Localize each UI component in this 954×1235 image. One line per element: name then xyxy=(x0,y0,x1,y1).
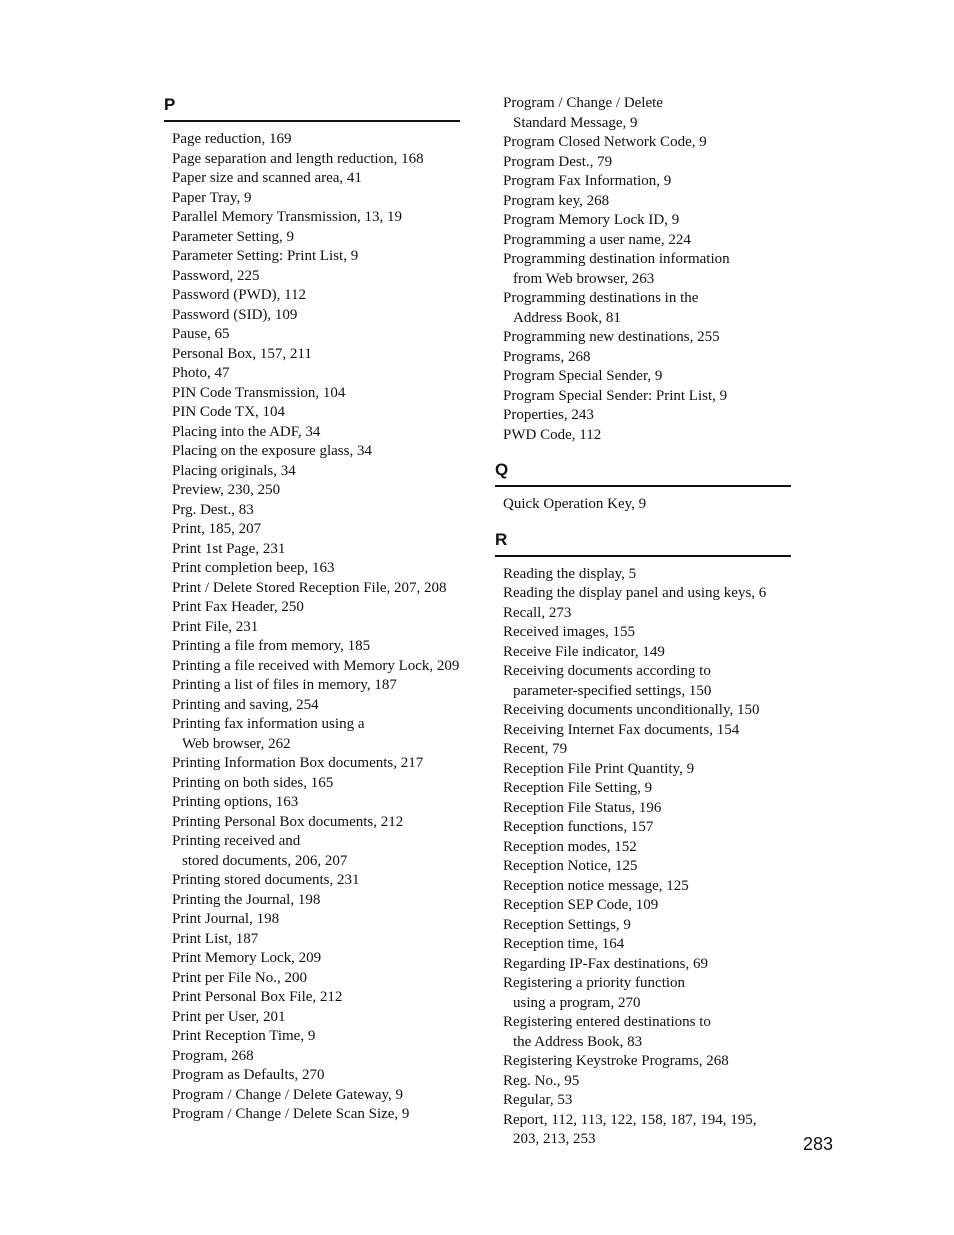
index-entry-term: Print Memory Lock, 209 xyxy=(172,950,322,966)
index-entry-term: Program Dest., 79 xyxy=(503,153,613,170)
index-entry-term: Reg. No., 95 xyxy=(503,1072,580,1089)
index-entry xyxy=(172,1086,460,1106)
index-entry xyxy=(503,857,791,877)
index-entry-term: Recent, 79 xyxy=(503,741,568,757)
index-entry xyxy=(503,211,791,231)
index-column-left xyxy=(164,94,460,1125)
index-entry-term: Receiving documents according to xyxy=(503,663,711,679)
index-entry xyxy=(503,426,791,446)
index-entry-term: Print Personal Box File, 212 xyxy=(172,989,343,1005)
index-entry-term: Page separation and length reduction, 168 xyxy=(172,150,424,167)
index-entry-term: Program / Change / Delete xyxy=(503,95,663,111)
index-entry xyxy=(172,481,460,501)
index-entry xyxy=(503,1052,791,1072)
index-entry xyxy=(172,267,460,287)
index-entry xyxy=(172,130,460,150)
index-entry-term: Reception File Setting, 9 xyxy=(503,780,653,796)
index-entry-term: Reception File Print Quantity, 9 xyxy=(503,760,695,777)
index-entry xyxy=(172,930,460,950)
index-entry xyxy=(503,818,791,838)
index-entry-term: Programs, 268 xyxy=(503,348,591,365)
index-entry xyxy=(172,891,460,911)
index-entry-term: Password (PWD), 112 xyxy=(172,287,307,303)
index-entry-term: Printing the Journal, 198 xyxy=(172,891,321,908)
index-entry-term: Printing and saving, 254 xyxy=(172,696,319,713)
index-entry-term: Receiving Internet Fax documents, 154 xyxy=(503,721,740,738)
index-entry-term: PIN Code Transmission, 104 xyxy=(172,384,346,401)
index-entry xyxy=(503,740,791,760)
index-entry-continuation: stored documents, 206, 207 xyxy=(182,852,348,869)
index-entry-term: Receiving documents unconditionally, 150 xyxy=(503,702,760,718)
index-entry xyxy=(503,623,791,643)
index-entry xyxy=(503,1091,791,1111)
index-entry xyxy=(503,721,791,741)
index-entry xyxy=(172,345,460,365)
index-entry-term: Report, 112, 113, 122, 158, 187, 194, 195, xyxy=(503,1111,757,1128)
index-entry xyxy=(172,988,460,1008)
index-entry-term: Printing received and xyxy=(172,833,301,849)
index-entry xyxy=(172,501,460,521)
index-entry-term: PWD Code, 112 xyxy=(503,426,602,443)
index-entry xyxy=(503,799,791,819)
index-entry xyxy=(172,949,460,969)
index-list-r xyxy=(495,565,791,1150)
index-entry xyxy=(172,150,460,170)
index-entry xyxy=(172,1027,460,1047)
index-entry xyxy=(503,877,791,897)
index-entry-term: Registering entered destinations to xyxy=(503,1014,711,1030)
index-entry xyxy=(172,540,460,560)
index-entry xyxy=(172,579,460,599)
index-entry xyxy=(172,676,460,696)
index-entry-term: Placing originals, 34 xyxy=(172,462,296,479)
index-entry-term: Programming destination information xyxy=(503,251,730,267)
index-entry xyxy=(503,153,791,173)
index-entry-term: Program as Defaults, 270 xyxy=(172,1067,325,1083)
index-entry-term: Program Special Sender, 9 xyxy=(503,368,663,384)
index-entry-term: Program key, 268 xyxy=(503,192,610,209)
index-entry xyxy=(172,657,460,677)
index-entry-term: Password (SID), 109 xyxy=(172,306,298,323)
page-number: 283 xyxy=(803,1134,834,1154)
index-entry xyxy=(172,247,460,267)
index-entry-term: Printing fax information using a xyxy=(172,716,365,732)
index-entry-term: Print Fax Header, 250 xyxy=(172,599,304,615)
index-entry xyxy=(503,172,791,192)
index-entry-term: Reception functions, 157 xyxy=(503,819,654,835)
index-entry xyxy=(172,598,460,618)
index-entry-term: Printing on both sides, 165 xyxy=(172,774,334,791)
index-entry xyxy=(172,403,460,423)
index-entry xyxy=(503,565,791,585)
index-entry xyxy=(172,442,460,462)
index-entry-continuation: using a program, 270 xyxy=(513,994,641,1011)
index-entry-term: Program, 268 xyxy=(172,1047,254,1064)
index-entry xyxy=(503,838,791,858)
index-entry xyxy=(503,250,791,289)
index-entry-term: Parameter Setting, 9 xyxy=(172,228,295,245)
index-list-p-left xyxy=(164,130,460,1125)
index-entry-term: Print / Delete Stored Reception File, 207, 208 xyxy=(172,579,447,596)
index-entry-term: Personal Box, 157, 211 xyxy=(172,345,312,362)
index-entry-term: Printing a file received with Memory Lock, 209 xyxy=(172,657,460,674)
index-entry xyxy=(503,1111,791,1150)
index-entry-term: Printing a file from memory, 185 xyxy=(172,638,371,654)
index-entry-term: Print Journal, 198 xyxy=(172,911,280,927)
index-entry-term: Program / Change / Delete Scan Size, 9 xyxy=(172,1106,410,1122)
index-entry xyxy=(172,559,460,579)
index-entry-term: Reading the display panel and using keys, 6 xyxy=(503,585,767,601)
index-entry-continuation: from Web browser, 263 xyxy=(513,270,655,287)
index-entry-term: Program Memory Lock ID, 9 xyxy=(503,212,680,228)
index-entry-term: Print Reception Time, 9 xyxy=(172,1028,316,1044)
index-entry-term: Properties, 243 xyxy=(503,407,594,423)
index-entry xyxy=(503,387,791,407)
index-entry-continuation: Standard Message, 9 xyxy=(513,114,638,131)
index-list-p-right xyxy=(495,94,791,445)
section-letter-p: P xyxy=(164,95,176,114)
index-entry xyxy=(503,955,791,975)
index-entry-term: Paper size and scanned area, 41 xyxy=(172,170,362,186)
index-entry xyxy=(172,715,460,754)
index-entry xyxy=(172,384,460,404)
index-entry-term: Reception Notice, 125 xyxy=(503,858,638,874)
index-entry xyxy=(172,364,460,384)
index-entry xyxy=(503,935,791,955)
index-entry xyxy=(172,1047,460,1067)
index-entry xyxy=(172,832,460,871)
index-entry-term: Printing options, 163 xyxy=(172,794,299,810)
index-entry xyxy=(503,974,791,1013)
index-entry xyxy=(503,231,791,251)
index-entry xyxy=(172,696,460,716)
section-rule-q xyxy=(495,485,791,487)
section-letter-r: R xyxy=(495,529,508,549)
index-entry xyxy=(172,423,460,443)
index-entry-term: Quick Operation Key, 9 xyxy=(503,496,647,512)
index-entry xyxy=(503,94,791,133)
index-entry-term: Print, 185, 207 xyxy=(172,521,262,537)
index-entry xyxy=(172,462,460,482)
index-entry xyxy=(172,910,460,930)
section-rule-r xyxy=(495,555,791,557)
index-entry xyxy=(503,1072,791,1092)
index-entry xyxy=(172,1105,460,1125)
index-entry-term: Reception SEP Code, 109 xyxy=(503,897,659,913)
index-entry xyxy=(172,1066,460,1086)
index-entry xyxy=(503,779,791,799)
index-entry xyxy=(172,228,460,248)
index-entry xyxy=(172,774,460,794)
index-entry xyxy=(503,133,791,153)
index-entry xyxy=(172,637,460,657)
index-entry-term: Reading the display, 5 xyxy=(503,565,637,582)
index-entry-term: Reception time, 164 xyxy=(503,936,625,952)
index-entry-term: Program / Change / Delete Gateway, 9 xyxy=(172,1086,404,1103)
index-entry xyxy=(503,348,791,368)
section-rule-p xyxy=(164,120,460,122)
index-entry xyxy=(503,584,791,604)
index-entry-term: Reception Settings, 9 xyxy=(503,916,631,933)
index-entry xyxy=(503,643,791,663)
index-entry xyxy=(503,367,791,387)
index-entry xyxy=(503,916,791,936)
index-entry-term: Page reduction, 169 xyxy=(172,131,292,147)
index-entry-term: Reception File Status, 196 xyxy=(503,799,662,816)
index-entry-term: Printing Information Box documents, 217 xyxy=(172,755,424,771)
index-entry-continuation: Web browser, 262 xyxy=(182,735,291,752)
index-entry-term: Programming new destinations, 255 xyxy=(503,329,720,345)
index-entry xyxy=(503,662,791,701)
index-entry-term: Prg. Dest., 83 xyxy=(172,501,254,518)
index-entry xyxy=(172,189,460,209)
index-entry-term: Print List, 187 xyxy=(172,930,259,947)
index-entry-term: Print 1st Page, 231 xyxy=(172,540,286,557)
index-entry-continuation: Address Book, 81 xyxy=(513,309,621,326)
index-entry-term: Programming destinations in the xyxy=(503,290,699,306)
index-entry-term: Print per File No., 200 xyxy=(172,969,307,986)
index-column-right xyxy=(495,94,791,1150)
index-entry-term: Parallel Memory Transmission, 13, 19 xyxy=(172,209,403,225)
index-entry xyxy=(172,520,460,540)
index-entry-term: Print completion beep, 163 xyxy=(172,560,335,576)
index-entry-term: Print File, 231 xyxy=(172,618,259,635)
index-entry-term: Reception modes, 152 xyxy=(503,838,637,855)
index-entry xyxy=(503,760,791,780)
index-entry xyxy=(503,701,791,721)
index-entry xyxy=(503,495,791,515)
index-entry xyxy=(172,208,460,228)
index-entry-term: Photo, 47 xyxy=(172,365,230,381)
section-letter-q: Q xyxy=(495,460,509,479)
index-entry-term: Receive File indicator, 149 xyxy=(503,643,665,660)
index-entry xyxy=(172,169,460,189)
index-entry xyxy=(172,1008,460,1028)
index-entry xyxy=(172,618,460,638)
index-entry-term: Printing stored documents, 231 xyxy=(172,872,360,888)
index-entry xyxy=(172,813,460,833)
index-list-q xyxy=(495,495,791,515)
index-entry xyxy=(172,793,460,813)
index-entry xyxy=(172,325,460,345)
index-entry-term: Printing Personal Box documents, 212 xyxy=(172,813,404,830)
index-entry xyxy=(172,306,460,326)
index-entry-term: Regarding IP-Fax destinations, 69 xyxy=(503,955,708,972)
index-entry-term: Placing on the exposure glass, 34 xyxy=(172,443,372,459)
index-entry-term: Paper Tray, 9 xyxy=(172,189,252,206)
index-entry-term: Placing into the ADF, 34 xyxy=(172,423,321,440)
index-entry-term: Recall, 273 xyxy=(503,604,572,621)
index-entry xyxy=(172,286,460,306)
index-entry xyxy=(172,969,460,989)
index-entry-term: Password, 225 xyxy=(172,267,260,284)
index-entry-term: Program Special Sender: Print List, 9 xyxy=(503,387,728,404)
index-entry xyxy=(503,328,791,348)
index-entry-term: Regular, 53 xyxy=(503,1092,573,1108)
index-entry-term: Registering a priority function xyxy=(503,975,686,991)
index-entry xyxy=(503,604,791,624)
index-entry-continuation: 203, 213, 253 xyxy=(513,1131,596,1147)
index-entry xyxy=(503,406,791,426)
index-entry-term: Program Fax Information, 9 xyxy=(503,173,672,189)
index-entry-continuation: parameter-specified settings, 150 xyxy=(513,682,712,699)
index-entry xyxy=(503,192,791,212)
index-entry-term: Parameter Setting: Print List, 9 xyxy=(172,248,359,264)
index-entry-term: Program Closed Network Code, 9 xyxy=(503,134,707,150)
index-entry xyxy=(503,1013,791,1052)
index-entry xyxy=(503,289,791,328)
index-entry-term: Programming a user name, 224 xyxy=(503,231,691,248)
index-entry-term: PIN Code TX, 104 xyxy=(172,404,286,420)
index-entry-term: Registering Keystroke Programs, 268 xyxy=(503,1053,729,1069)
index-entry xyxy=(503,896,791,916)
index-entry-continuation: the Address Book, 83 xyxy=(513,1033,643,1050)
index-entry xyxy=(172,871,460,891)
index-entry-term: Pause, 65 xyxy=(172,326,230,342)
index-entry-term: Received images, 155 xyxy=(503,624,636,640)
index-entry-term: Reception notice message, 125 xyxy=(503,877,689,894)
index-entry-term: Printing a list of files in memory, 187 xyxy=(172,677,397,693)
index-entry xyxy=(172,754,460,774)
index-entry-term: Preview, 230, 250 xyxy=(172,482,281,498)
index-entry-term: Print per User, 201 xyxy=(172,1008,286,1025)
